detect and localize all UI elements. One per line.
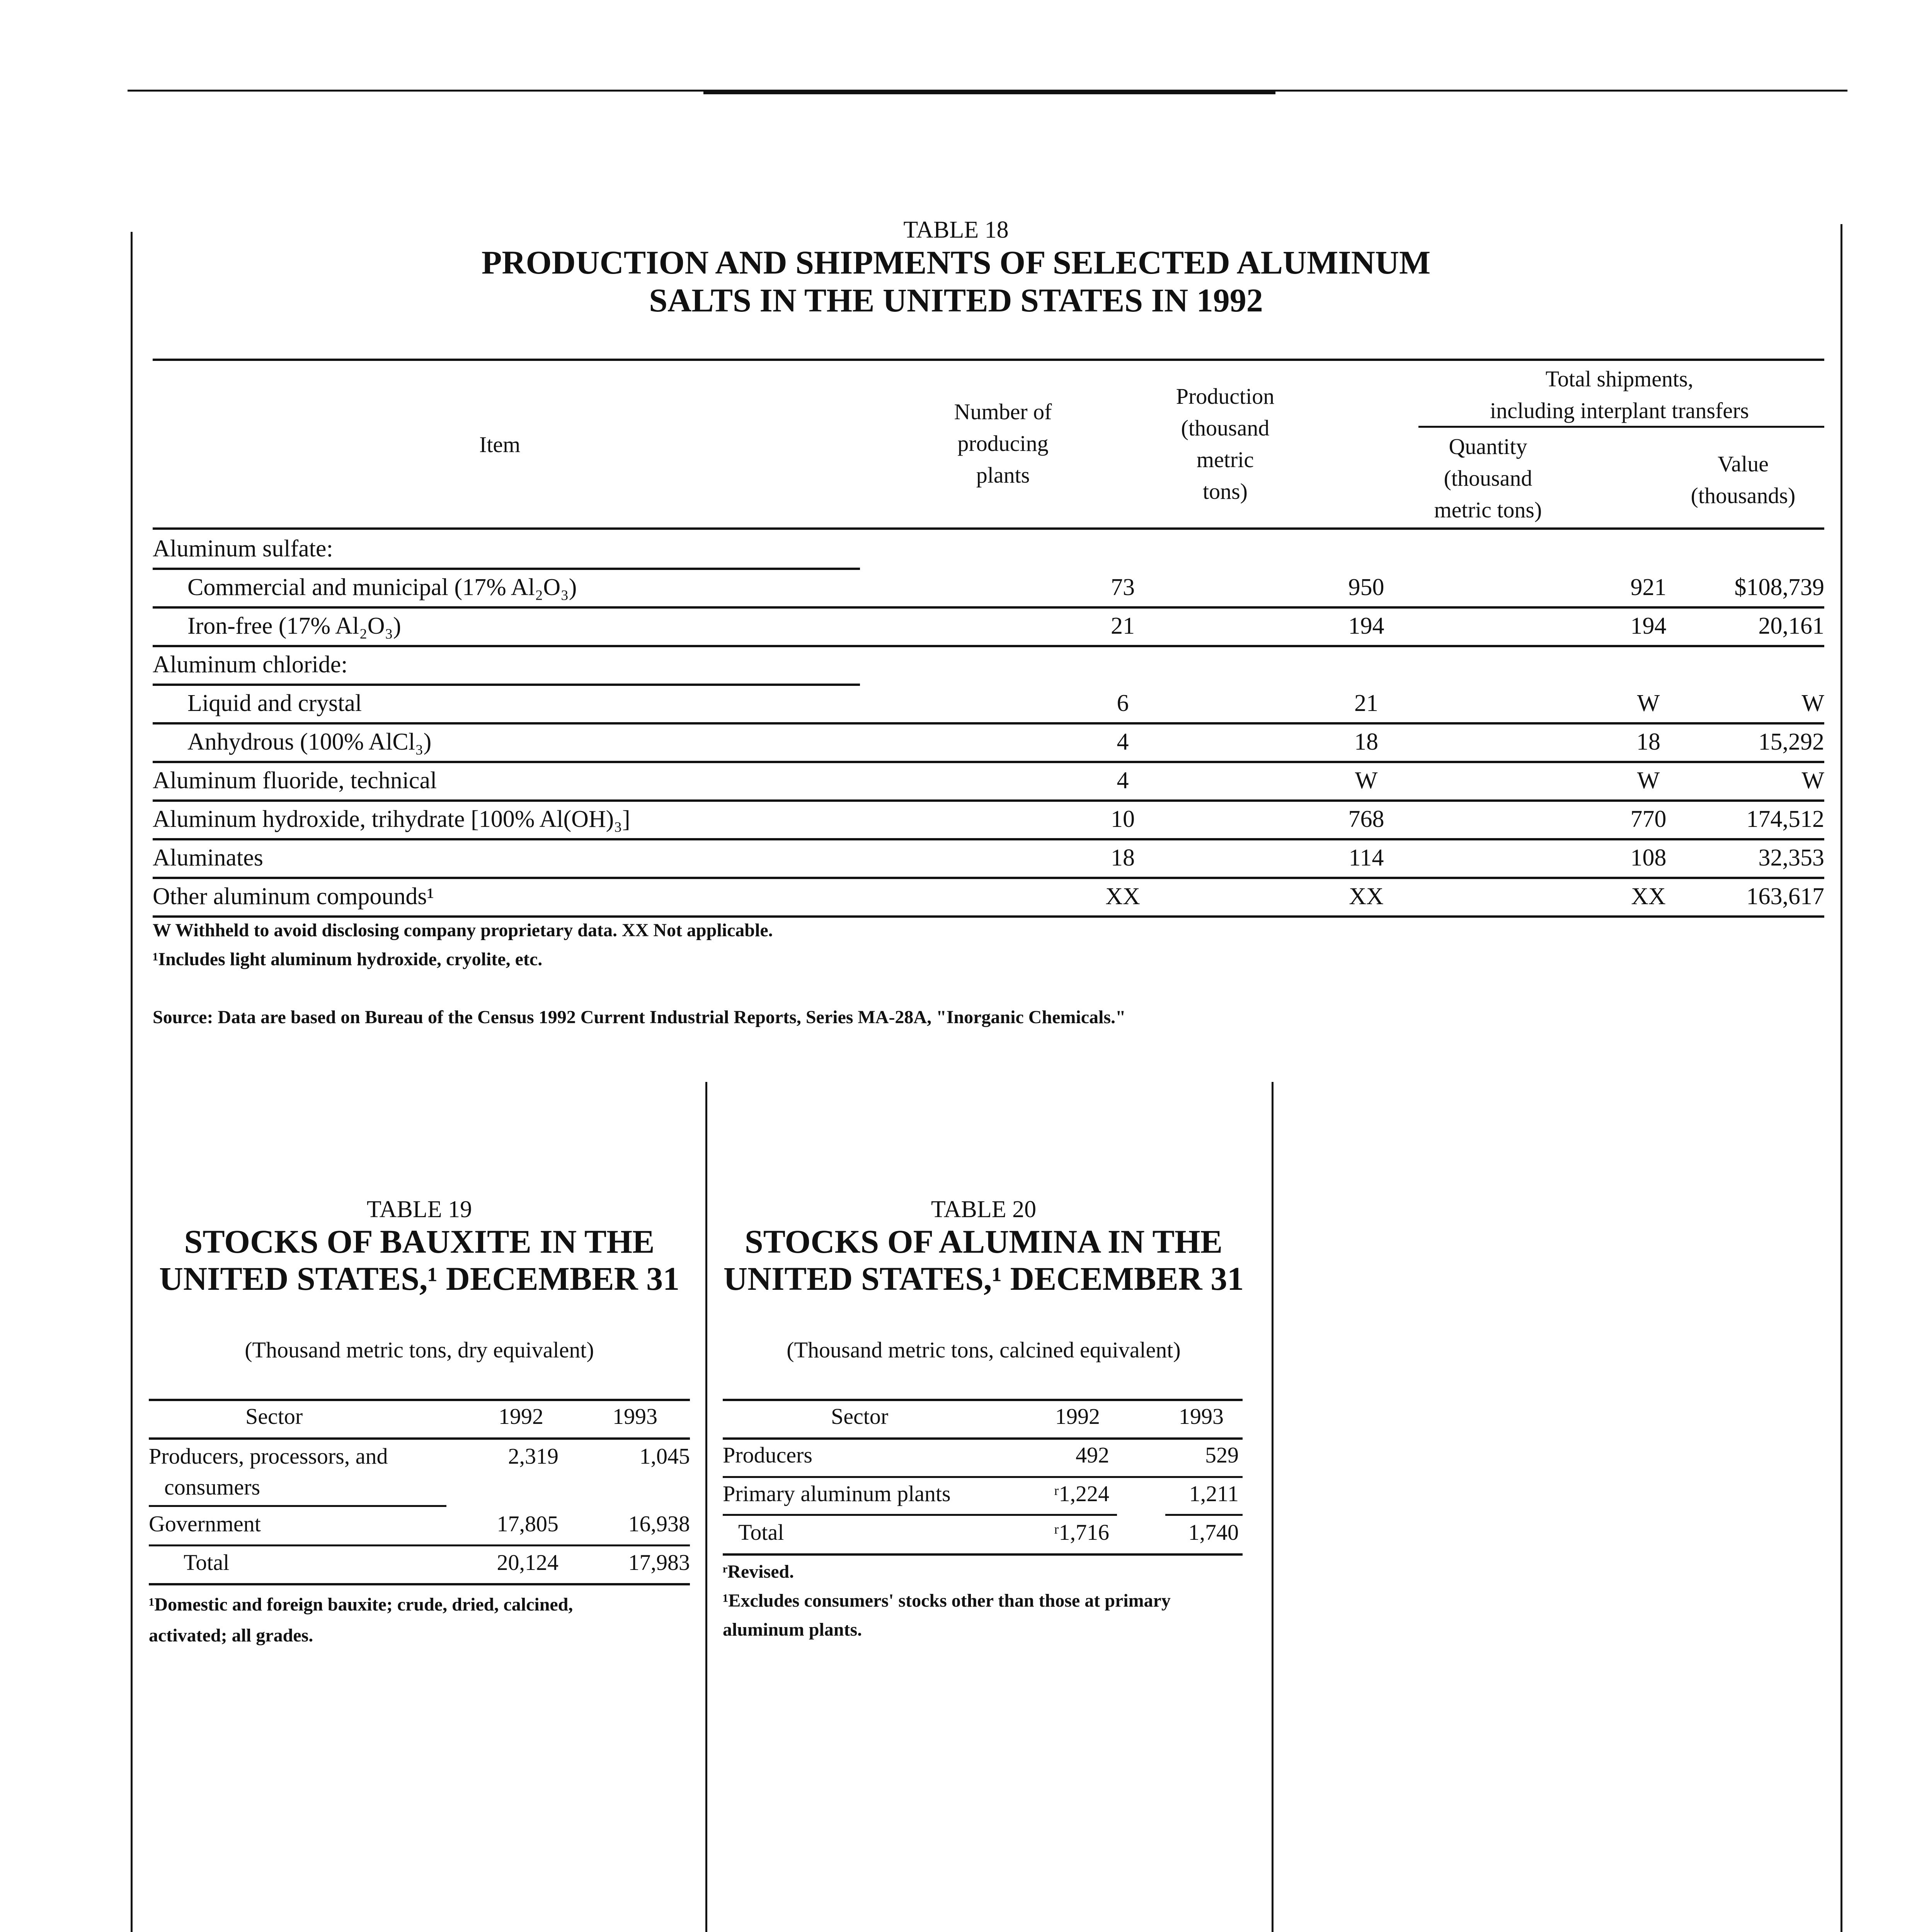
row-sector: Producers — [723, 1442, 812, 1468]
table-row — [153, 724, 1824, 763]
table19-label: TABLE 19 — [366, 1196, 472, 1223]
row-production: 950 — [1348, 574, 1384, 600]
row-plants: 18 — [1111, 845, 1135, 871]
row-sector: Producers, processors, and — [149, 1444, 388, 1469]
row-production: 114 — [1348, 845, 1384, 871]
right-margin-rule — [1840, 224, 1842, 1932]
table19-title: STOCKS OF BAUXITE IN THE UNITED STATES,¹ DECEMBER 31 — [159, 1223, 680, 1297]
header-item: Item — [479, 432, 521, 457]
table19-col-1993: 1993 — [613, 1404, 657, 1429]
row-value: 20,161 — [1758, 613, 1824, 639]
row-item: Aluminum hydroxide, trihydrate [100% Al(OH)₃] — [153, 806, 630, 832]
table18-label: TABLE 18 — [903, 217, 1009, 243]
table18-top-rule — [153, 359, 1824, 361]
row-value: 163,617 — [1746, 883, 1824, 910]
category-row — [153, 647, 1824, 686]
row-1993: 529 — [1205, 1442, 1239, 1468]
row-item: Aluminates — [153, 845, 263, 871]
table20-title: STOCKS OF ALUMINA IN THE UNITED STATES,¹ DECEMBER 31 — [723, 1223, 1244, 1297]
row-item: Other aluminum compounds¹ — [153, 883, 434, 910]
row-value: 174,512 — [1746, 806, 1824, 832]
row-plants: 10 — [1111, 806, 1135, 832]
category-row — [153, 531, 1824, 570]
table18-note-1: ¹Includes light aluminum hydroxide, cryolite, etc. — [153, 949, 543, 969]
table-row — [153, 609, 1824, 647]
table-row — [153, 763, 1824, 802]
row-plants: 4 — [1117, 767, 1129, 794]
row-1992: 17,805 — [497, 1511, 558, 1536]
row-1993: 17,983 — [628, 1550, 690, 1575]
row-1992: ʳ1,716 — [1054, 1520, 1109, 1545]
row-item: Anhydrous (100% AlCl₃) — [187, 729, 432, 755]
table20-col-sector: Sector — [831, 1404, 889, 1429]
table20-col-1993: 1993 — [1179, 1404, 1224, 1429]
row-value: W — [1801, 767, 1824, 794]
row-plants: 21 — [1111, 613, 1135, 639]
row-plants: 73 — [1111, 574, 1135, 600]
row-plants: 4 — [1117, 729, 1129, 755]
table19 — [149, 1399, 690, 1592]
row-production: 194 — [1348, 613, 1384, 639]
table20-label: TABLE 20 — [931, 1196, 1037, 1223]
row-production: 21 — [1354, 690, 1378, 716]
row-quantity: 108 — [1630, 845, 1667, 871]
row-1993: 1,211 — [1189, 1481, 1239, 1506]
table20-unit: (Thousand metric tons, calcined equivalent) — [787, 1337, 1181, 1362]
table-row — [153, 570, 1824, 609]
row-value: 15,292 — [1758, 729, 1824, 755]
row-plants: 6 — [1117, 690, 1129, 716]
table18-title: PRODUCTION AND SHIPMENTS OF SELECTED ALUMINUM SALTS IN THE UNITED STATES IN 1992 — [481, 244, 1431, 319]
row-1993: 1,045 — [639, 1444, 690, 1469]
row-sector: Primary aluminum plants — [723, 1481, 951, 1506]
table19-note-2: activated; all grades. — [149, 1625, 313, 1646]
row-item: Aluminum fluoride, technical — [153, 767, 437, 794]
row-value: W — [1801, 690, 1824, 716]
row-1993: 16,938 — [628, 1511, 690, 1536]
table20-note-1: ¹Excludes consumers' stocks other than those at primary — [723, 1590, 1171, 1611]
row-value: 32,353 — [1758, 845, 1824, 871]
column-divider-right — [1272, 1082, 1274, 1932]
row-value: $108,739 — [1734, 574, 1824, 600]
row-sector: Total — [184, 1550, 230, 1575]
row-1992: 492 — [1076, 1442, 1109, 1468]
row-item: Liquid and crystal — [187, 690, 362, 716]
header-quantity: Quantity (thousand metric tons) — [1434, 434, 1542, 522]
header-shipments: Total shipments, including interplant transfers — [1490, 366, 1749, 423]
shipments-rule — [1418, 426, 1824, 428]
row-production: W — [1355, 767, 1378, 794]
table19-note-1: ¹Domestic and foreign bauxite; crude, dried, calcined, — [149, 1594, 573, 1615]
row-1993: 1,740 — [1188, 1520, 1239, 1545]
table20-col-1992: 1992 — [1055, 1404, 1100, 1429]
table18-note-w: W Withheld to avoid disclosing company proprietary data. XX Not applicable. — [153, 920, 773, 940]
header-production: Production (thousand metric tons) — [1176, 384, 1275, 504]
table-row — [153, 802, 1824, 840]
row-quantity: XX — [1631, 883, 1666, 910]
row-1992: 2,319 — [508, 1444, 558, 1469]
table20-note-2: aluminum plants. — [723, 1619, 862, 1640]
row-sector: Government — [149, 1511, 261, 1536]
row-quantity: W — [1637, 690, 1660, 716]
row-quantity: 770 — [1630, 806, 1667, 832]
row-item: Iron-free (17% Al₂O₃) — [187, 613, 401, 639]
left-margin-rule — [131, 232, 133, 1932]
table-row — [153, 686, 1824, 724]
table18-source: Source: Data are based on Bureau of the Census 1992 Current Industrial Reports, Series MA-28A, "Inorganic Chemicals." — [153, 1007, 1126, 1027]
table18-header-rule — [153, 527, 1824, 530]
table19-col-sector: Sector — [245, 1404, 303, 1429]
table20-note-r: ʳRevised. — [723, 1561, 794, 1582]
top-rule-bold — [703, 90, 1275, 94]
row-sector: Total — [738, 1520, 784, 1545]
row-quantity: 18 — [1636, 729, 1660, 755]
row-1992: 20,124 — [497, 1550, 558, 1575]
category-chloride: Aluminum chloride: — [153, 651, 348, 678]
row-item: Commercial and municipal (17% Al₂O₃) — [187, 574, 577, 600]
row-production: XX — [1349, 883, 1384, 910]
category-sulfate: Aluminum sulfate: — [153, 536, 333, 562]
row-production: 768 — [1348, 806, 1384, 832]
row-quantity: 921 — [1630, 574, 1667, 600]
table-row — [153, 840, 1824, 879]
row-plants: XX — [1105, 883, 1140, 910]
table19-col-1992: 1992 — [499, 1404, 543, 1429]
header-plants: Number of producing plants — [954, 399, 1052, 488]
column-divider-left — [705, 1082, 707, 1932]
row-1992: ʳ1,224 — [1054, 1481, 1109, 1506]
table20 — [723, 1399, 1243, 1561]
row-quantity: 194 — [1630, 613, 1667, 639]
row-production: 18 — [1354, 729, 1378, 755]
table19-unit: (Thousand metric tons, dry equivalent) — [245, 1337, 594, 1362]
row-quantity: W — [1637, 767, 1660, 794]
header-value: Value (thousands) — [1691, 451, 1796, 508]
table-row — [153, 879, 1824, 918]
row-sector-cont: consumers — [164, 1475, 260, 1500]
